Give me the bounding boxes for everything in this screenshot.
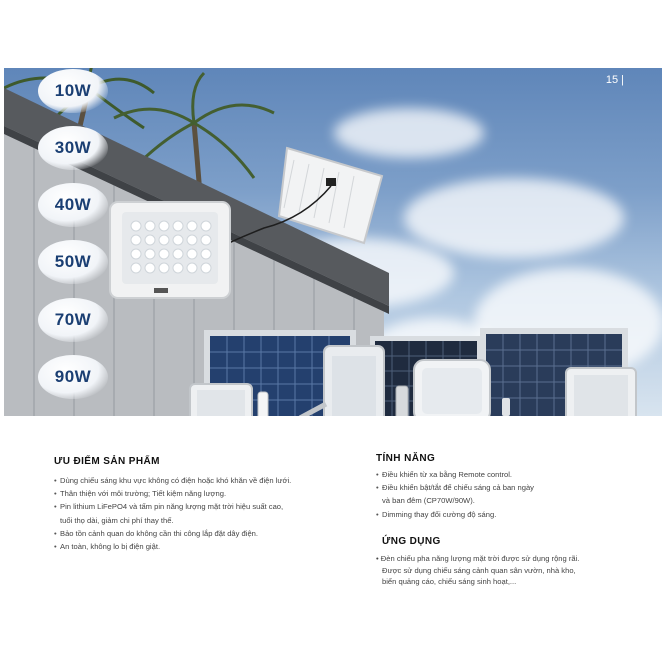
list-item: • Bảo tồn cảnh quan do không cần thi công lắp đặt dây điện.	[54, 527, 374, 540]
list-item-continuation: tuổi thọ dài, giảm chi phí thay thế.	[60, 515, 174, 525]
applications-line: biển quảng cáo, chiếu sáng sinh hoạt,...	[382, 577, 517, 586]
advantages-list	[54, 474, 374, 553]
wattage-label: 90W	[54, 367, 92, 386]
applications-text	[376, 553, 646, 588]
applications-line: • Đèn chiếu pha năng lượng mặt trời được sử dụng rộng rãi.	[376, 554, 580, 563]
advantages-heading: ƯU ĐIỂM SẢN PHẨM	[54, 456, 160, 467]
wattage-label: 30W	[54, 138, 92, 157]
applications-line: Được sử dụng chiếu sáng cảnh quan sân vườn, nhà kho,	[382, 565, 576, 575]
list-item: • Điều khiển bật/tắt để chiếu sáng cả ban ngày	[376, 481, 636, 494]
features-heading: TÍNH NĂNG	[376, 453, 436, 464]
applications-heading: ỨNG DỤNG	[382, 536, 441, 547]
wattage-label: 10W	[54, 81, 92, 100]
wattage-badge	[38, 240, 108, 284]
list-item: • Dùng chiếu sáng khu vực không có điện hoặc khó khăn về điện lưới.	[54, 474, 374, 487]
list-item: • Pin lithium LiFePO4 và tấm pin năng lượng mặt trời hiệu suất cao,	[54, 500, 374, 513]
wattage-badge	[38, 183, 108, 227]
list-item: • Dimming thay đổi cường độ sáng.	[376, 508, 636, 521]
wall-flood-light	[110, 202, 230, 298]
product-scene	[4, 68, 662, 416]
page-number: 15 |	[605, 74, 624, 86]
list-item: • Thân thiện với môi trường; Tiết kiệm năng lượng.	[54, 487, 374, 500]
flood-light-right	[566, 368, 636, 416]
list-item: • Điều khiển từ xa bằng Remote control.	[376, 468, 636, 481]
features-list	[376, 468, 636, 521]
list-item: • An toàn, không lo bị điện giật.	[54, 540, 374, 553]
catalog-page	[4, 68, 662, 598]
wattage-badge	[38, 69, 108, 113]
wattage-label: 50W	[54, 252, 92, 271]
wattage-label: 40W	[54, 195, 92, 214]
wattage-badge	[38, 355, 108, 399]
wattage-label: 70W	[54, 310, 92, 329]
hero-photo	[4, 68, 662, 416]
wattage-badge	[38, 298, 108, 342]
list-item-continuation: và ban đêm (CP70W/90W).	[382, 496, 475, 506]
text-section	[4, 416, 662, 598]
wattage-badge	[38, 126, 108, 170]
